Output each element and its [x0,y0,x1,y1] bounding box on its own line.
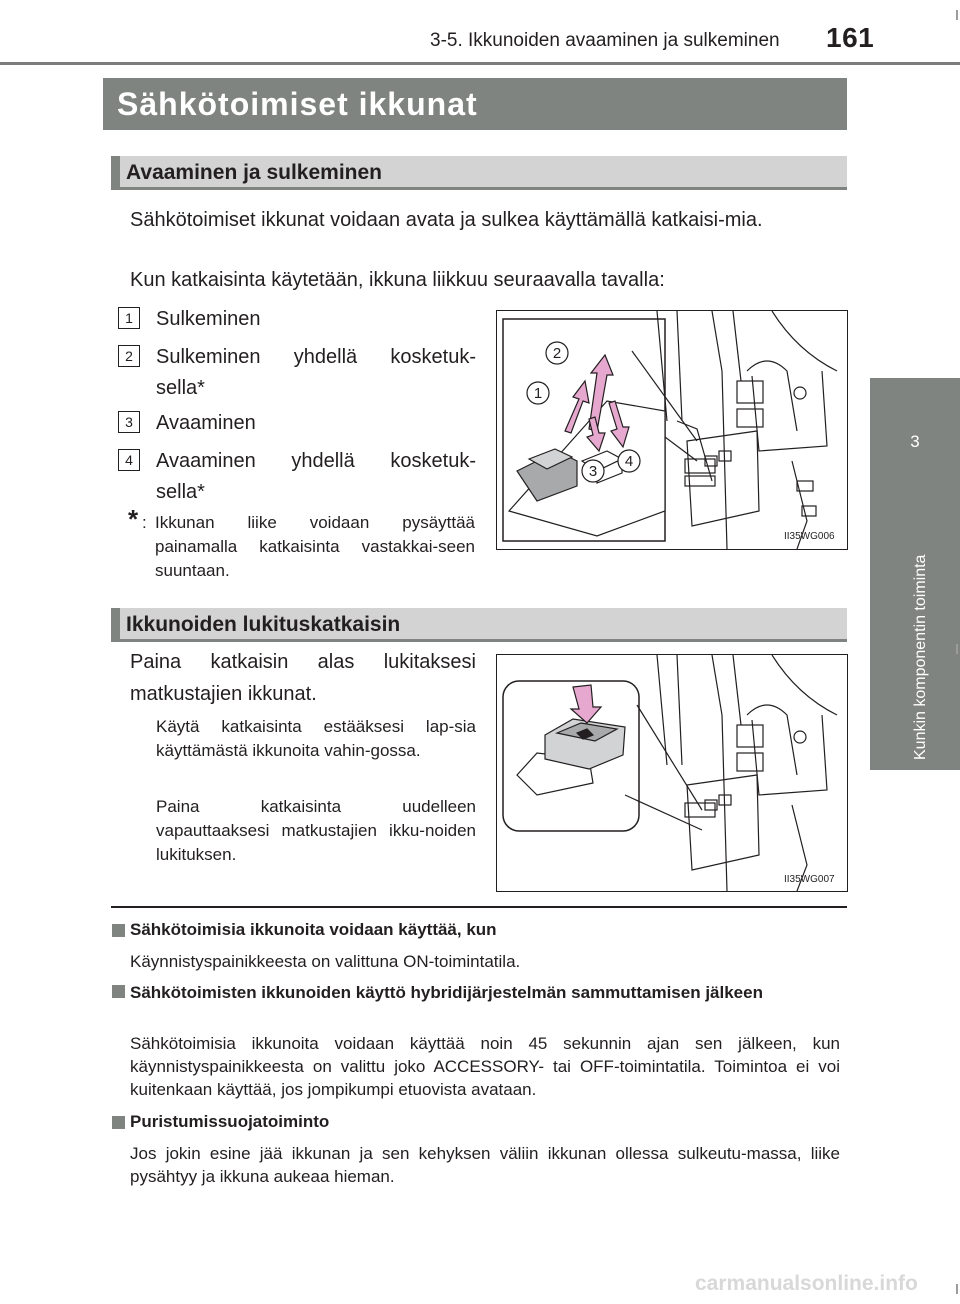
bullet-heading: Sähkötoimisten ikkunoiden käyttö hybridijärjestelmän sammuttamisen jälkeen [130,983,763,1002]
lock-switch-illustration [497,655,847,891]
list-item-text: Avaaminen [156,412,256,434]
figure-window-switch [496,310,848,550]
list-number: 4 [118,449,140,471]
section-divider [111,906,847,908]
list-number: 2 [118,345,140,367]
bullet-body: Käynnistyspainikkeesta on valittuna ON-toimintatila. [130,952,521,971]
list-number: 1 [118,307,140,329]
lock-paragraph: Paina katkaisin alas lukitaksesi matkustajien ikkunat. [130,651,476,705]
bullet-square [112,1116,125,1129]
list-item-text-cont: sella* [156,377,205,399]
intro-paragraph: Sähkötoimiset ikkunat voidaan avata ja sulkea käyttämällä katkaisi-mia. [130,209,763,231]
callout-1: 1 [533,385,543,402]
window-switch-illustration [497,311,847,549]
lock-subtext-1: Käytä katkaisinta estääksesi lap-sia käyttämästä ikkunoita vahin-gossa. [156,717,476,760]
callout-3: 3 [588,463,598,480]
figure-code: II35WG007 [784,874,835,885]
footnote-asterisk: * [128,504,139,534]
list-number: 3 [118,411,140,433]
section-header-lock-switch: Ikkunoiden lukituskatkaisin [111,608,847,642]
header-rule [0,62,960,65]
running-header-title: 3-5. Ikkunoiden avaaminen ja sulkeminen [430,30,780,51]
bullet-heading: Puristumissuojatoiminto [130,1112,330,1131]
page-number: 161 [826,22,875,53]
section-header-opening-closing: Avaaminen ja sulkeminen [111,156,847,190]
bullet-heading: Sähkötoimisia ikkunoita voidaan käyttää, kun [130,920,497,939]
edge-mark [956,644,958,654]
footnote-colon: : [142,513,147,532]
list-item-text: Sulkeminen [156,308,261,330]
edge-mark [956,1284,958,1294]
page-title: Sähkötoimiset ikkunat [103,78,847,130]
figure-code: II35WG006 [784,531,835,542]
intro-paragraph-2: Kun katkaisinta käytetään, ikkuna liikkuu seuraavalla tavalla: [130,269,665,291]
list-item-text: Sulkeminen yhdellä kosketuk- [156,346,476,368]
list-item-text-cont: sella* [156,481,205,503]
bullet-body: Sähkötoimisia ikkunoita voidaan käyttää noin 45 sekunnin ajan sen jälkeen, kun käynnistyspainikkeesta on valittu joko ACCESSORY- tai OFF-toimintatila. Toimintoa ei voi kuitenkaan käyttää, jos jompikumpi etuovista avataan. [130,1034,840,1099]
watermark: carmanualsonline.info [695,1272,918,1295]
lock-subtext-2: Paina katkaisinta uudelleen vapauttaaksesi matkustajien ikku-noiden lukituksen. [156,797,476,864]
figure-lock-switch [496,654,848,892]
chapter-label: Kunkin komponentin toiminta [912,554,929,760]
callout-2: 2 [552,345,562,362]
footnote-text: Ikkunan liike voidaan pysäyttää painamalla katkaisinta vastakkai-seen suuntaan. [155,513,475,580]
callout-4: 4 [624,453,634,470]
bullet-body: Jos jokin esine jää ikkunan ja sen kehyksen väliin ikkunan ollessa sulkeutu-massa, liike pysähtyy ja ikkuna aukeaa hieman. [130,1144,840,1186]
list-item-text: Avaaminen yhdellä kosketuk- [156,450,476,472]
chapter-number: 3 [910,432,920,451]
edge-mark [956,10,958,20]
bullet-square [112,924,125,937]
bullet-square [112,985,125,998]
